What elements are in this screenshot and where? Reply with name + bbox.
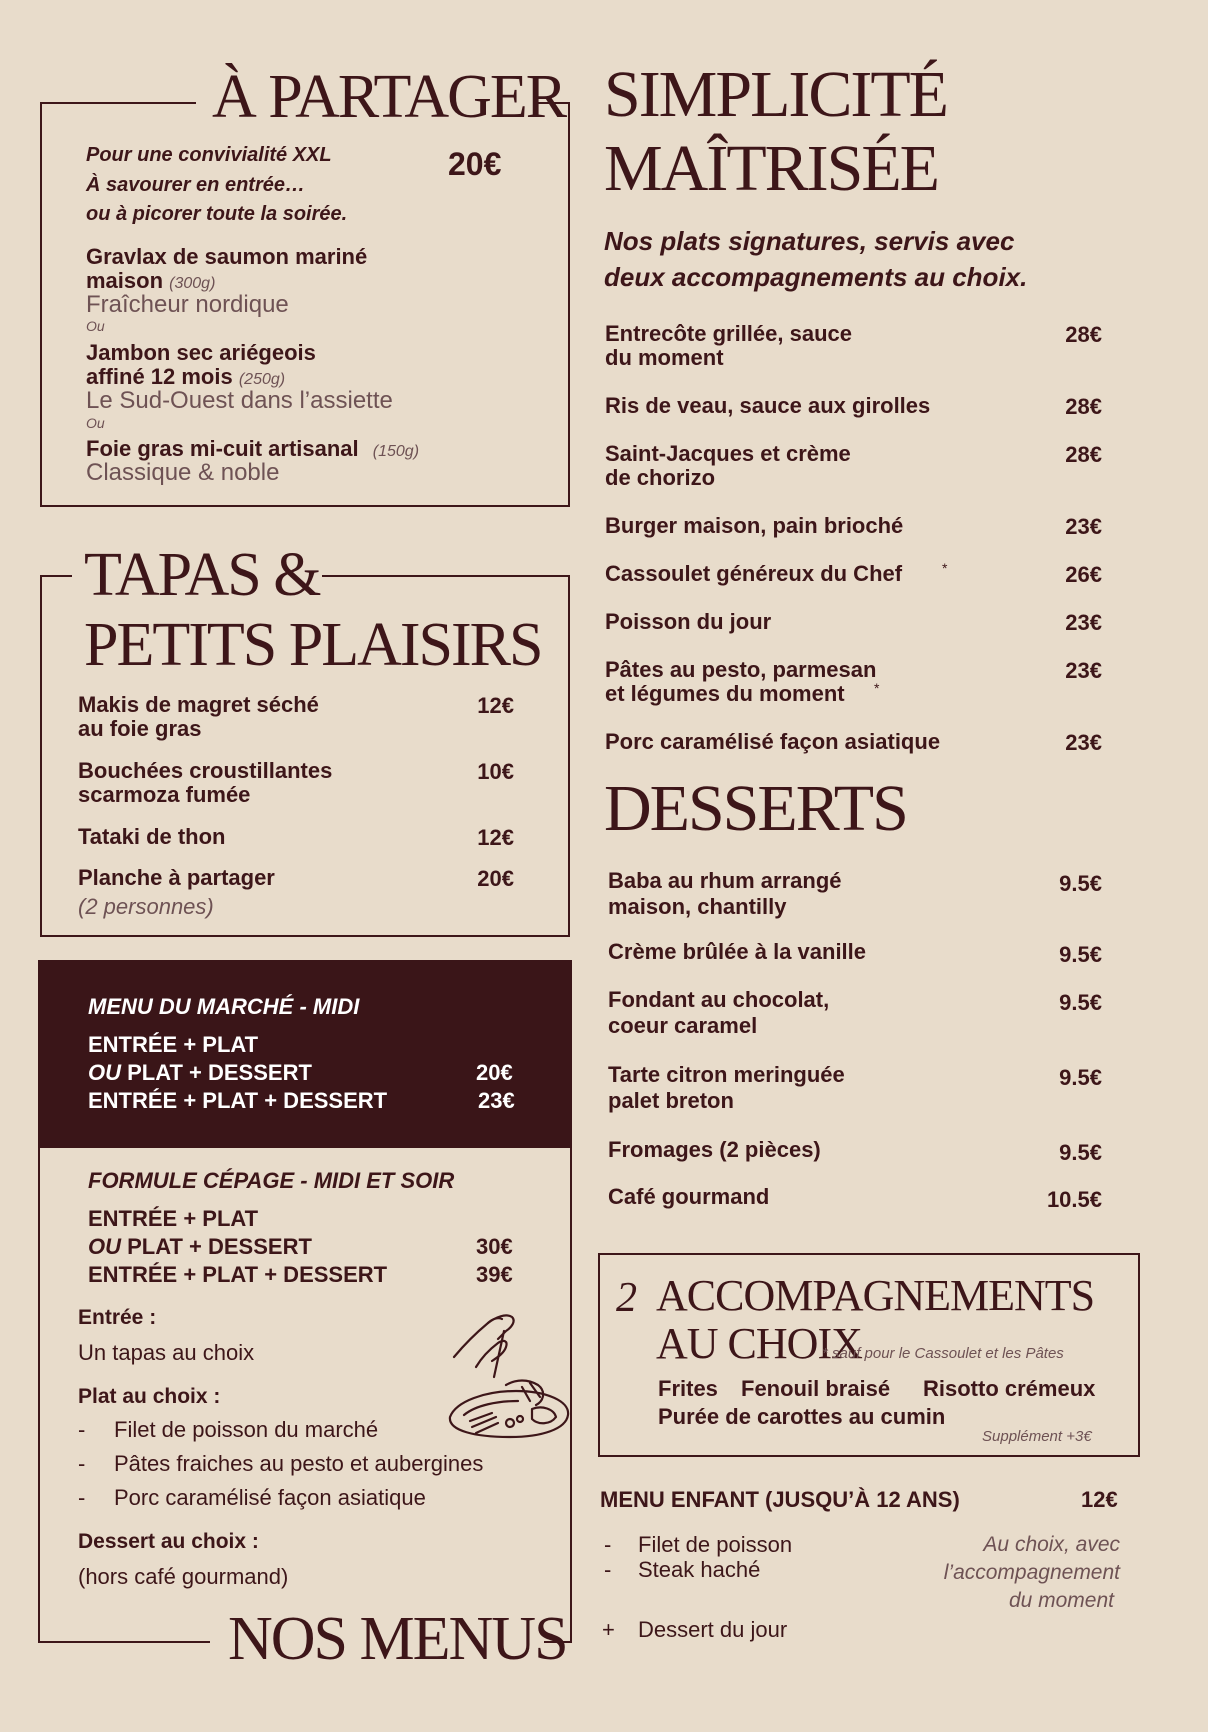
cepage-line2-ou: OU: [88, 1234, 121, 1259]
marche-line3: ENTRÉE + PLAT + DESSERT: [88, 1088, 388, 1113]
simplicite-title-2: MAÎTRISÉE: [604, 132, 938, 205]
tapas-title-2: PETITS PLAISIRS: [84, 611, 542, 679]
dessert-item-name: Tarte citron meringuée: [608, 1062, 845, 1087]
partager-item1-name-a: Gravlax de saumon mariné: [86, 244, 368, 269]
enfant-dash-1: -: [604, 1532, 612, 1557]
dessert-label: Dessert au choix :: [78, 1530, 259, 1553]
dessert-item-name: Fromages (2 pièces): [608, 1137, 821, 1162]
marche-price1: 20€: [476, 1060, 513, 1085]
accomp-title-2: AU CHOIX: [656, 1319, 862, 1368]
cepage-price2: 39€: [476, 1262, 513, 1287]
marche-line1: ENTRÉE + PLAT: [88, 1032, 259, 1057]
partager-item1-weight: (300g): [169, 275, 216, 292]
plat-item: Porc caramélisé façon asiatique: [114, 1485, 426, 1510]
enfant-item-2: Steak haché: [638, 1557, 761, 1582]
dessert-item-price: 9.5€: [1059, 1065, 1102, 1090]
tapas-item-price: 12€: [477, 825, 514, 850]
dessert-item-name-line2: coeur caramel: [608, 1013, 758, 1038]
dessert-item-name-line2: palet breton: [608, 1088, 734, 1113]
signature-item-name: Cassoulet généreux du Chef: [605, 561, 903, 586]
signature-item-name-line2: du moment: [605, 345, 724, 370]
enfant-item-1: Filet de poisson: [638, 1532, 793, 1557]
tapas-item-name: Makis de magret séché: [78, 692, 319, 717]
plat-dash: -: [78, 1485, 86, 1510]
partager-item2-desc: Le Sud-Ouest dans l’assiette: [86, 387, 393, 414]
enfant-note-3: du moment: [1008, 1589, 1114, 1612]
partager-title: À PARTAGER: [212, 63, 566, 131]
tapas-title-1: TAPAS &: [84, 541, 320, 609]
signature-item-price: 26€: [1065, 562, 1102, 587]
dessert-item-price: 9.5€: [1059, 942, 1102, 967]
signature-item-name: Entrecôte grillée, sauce: [605, 321, 852, 346]
partager-item3-desc: Classique & noble: [86, 459, 280, 486]
signature-item-name: Pâtes au pesto, parmesan: [605, 657, 877, 682]
partager-intro-3: ou à picorer toute la soirée.: [86, 203, 348, 225]
signature-item-name: Saint-Jacques et crème: [605, 441, 851, 466]
simplicite-title-1: SIMPLICITÉ: [604, 58, 947, 131]
tapas-item-name: Bouchées croustillantes: [78, 758, 333, 783]
accomp-frites: Frites: [658, 1376, 718, 1401]
partager-item3-name-text: Foie gras mi-cuit artisanal: [86, 436, 359, 461]
cepage-price1: 30€: [476, 1234, 513, 1259]
entree-label: Entrée :: [78, 1306, 157, 1329]
partager-item2-name-b-text: affiné 12 mois: [86, 364, 233, 389]
dessert-item-price: 9.5€: [1059, 990, 1102, 1015]
enfant-price: 12€: [1081, 1487, 1118, 1512]
partager-ou-1: Ou: [86, 318, 105, 334]
cepage-line2-rest: PLAT + DESSERT: [121, 1234, 312, 1259]
marche-heading: MENU DU MARCHÉ - MIDI: [88, 994, 360, 1019]
tapas-item-name-line2: (2 personnes): [78, 894, 214, 919]
enfant-dessert: Dessert du jour: [638, 1617, 788, 1642]
plat-dash: -: [78, 1451, 86, 1476]
signature-item-name: Burger maison, pain brioché: [605, 513, 904, 538]
dessert-item-name-line2: maison, chantilly: [608, 894, 787, 919]
tapas-item-price: 20€: [477, 866, 514, 891]
marche-line2-ou: OU: [88, 1060, 121, 1085]
enfant-note-2: l’accompagnement: [943, 1561, 1120, 1584]
signature-item-name: Porc caramélisé façon asiatique: [605, 729, 941, 754]
cepage-heading: FORMULE CÉPAGE - MIDI ET SOIR: [88, 1168, 455, 1193]
tapas-item-name: Tataki de thon: [78, 824, 226, 849]
dessert-item-name: Fondant au chocolat,: [608, 987, 830, 1012]
plat-item: Pâtes fraiches au pesto et aubergines: [114, 1451, 484, 1476]
hand-plate-illustration: [446, 1305, 576, 1440]
dessert-item-price: 9.5€: [1059, 871, 1102, 896]
signature-item-price: 23€: [1065, 610, 1102, 635]
signature-item-name: Poisson du jour: [605, 609, 772, 634]
dessert-item-name: Crème brûlée à la vanille: [608, 939, 867, 964]
tapas-item-name: Planche à partager: [78, 865, 275, 890]
cepage-line3: ENTRÉE + PLAT + DESSERT: [88, 1262, 388, 1287]
marche-price2: 23€: [478, 1088, 515, 1113]
tapas-item-price: 10€: [477, 759, 514, 784]
partager-item2-name-a: Jambon sec ariégeois: [86, 340, 316, 365]
dessert-item-price: 9.5€: [1059, 1140, 1102, 1165]
dessert-item-price: 10.5€: [1046, 1187, 1102, 1212]
signature-item-name-line2: et légumes du moment: [605, 681, 845, 706]
signature-item-price: 28€: [1065, 442, 1102, 467]
signature-item-star: *: [874, 680, 880, 696]
partager-item3-weight: (150g): [372, 443, 420, 460]
partager-ou-2: Ou: [86, 415, 105, 431]
plat-label: Plat au choix :: [78, 1385, 221, 1408]
signature-item-price: 23€: [1065, 730, 1102, 755]
tapas-item-price: 12€: [477, 693, 514, 718]
entree-value: Un tapas au choix: [78, 1340, 255, 1365]
cepage-line2: [88, 1233, 312, 1261]
dessert-item-name: Baba au rhum arrangé: [608, 868, 842, 893]
accomp-supplement: Supplément +3€: [982, 1428, 1092, 1445]
accomp-puree: Purée de carottes au cumin: [658, 1404, 946, 1429]
enfant-note-1: Au choix, avec: [983, 1533, 1120, 1556]
marche-line2-rest: PLAT + DESSERT: [121, 1060, 312, 1085]
partager-item2-weight: (250g): [238, 371, 286, 388]
cepage-line1: ENTRÉE + PLAT: [88, 1206, 259, 1231]
simplicite-subtitle-1: Nos plats signatures, servis avec: [604, 226, 1015, 256]
enfant-title: MENU ENFANT (JUSQU’À 12 ANS): [600, 1487, 960, 1512]
signature-item-price: 28€: [1065, 322, 1102, 347]
accomp-fenouil: Fenouil braisé: [741, 1376, 891, 1401]
plat-dash: -: [78, 1417, 86, 1442]
partager-intro-1: Pour une convivialité XXL: [86, 144, 332, 166]
tapas-item-name-line2: au foie gras: [78, 716, 202, 741]
partager-intro-2: À savourer en entrée…: [86, 174, 305, 196]
dessert-value: (hors café gourmand): [78, 1564, 289, 1589]
signature-item-name-line2: de chorizo: [605, 465, 716, 490]
desserts-title: DESSERTS: [604, 772, 907, 845]
partager-item1-name-b-text: maison: [86, 268, 164, 293]
signature-item-star: *: [942, 560, 948, 576]
signature-item-name: Ris de veau, sauce aux girolles: [605, 393, 931, 418]
dessert-item-name: Café gourmand: [608, 1184, 770, 1209]
accomp-title-1: ACCOMPAGNEMENTS: [656, 1271, 1095, 1320]
signature-item-price: 23€: [1065, 514, 1102, 539]
menus-title: NOS MENUS: [228, 1605, 567, 1673]
accomp-risotto: Risotto crémeux: [923, 1376, 1096, 1401]
signature-item-price: 28€: [1065, 394, 1102, 419]
accomp-number: 2: [616, 1275, 637, 1321]
simplicite-subtitle-2: deux accompagnements au choix.: [604, 262, 1028, 292]
plat-item: Filet de poisson du marché: [114, 1417, 379, 1442]
marche-line2: [88, 1059, 312, 1087]
enfant-dash-2: -: [604, 1557, 612, 1582]
enfant-plus: +: [602, 1617, 615, 1642]
partager-price: 20€: [448, 146, 502, 182]
partager-item1-desc: Fraîcheur nordique: [86, 291, 289, 318]
accomp-note: * sauf pour le Cassoulet et les Pâtes: [822, 1345, 1064, 1362]
tapas-item-name-line2: scarmoza fumée: [78, 782, 251, 807]
signature-item-price: 23€: [1065, 658, 1102, 683]
